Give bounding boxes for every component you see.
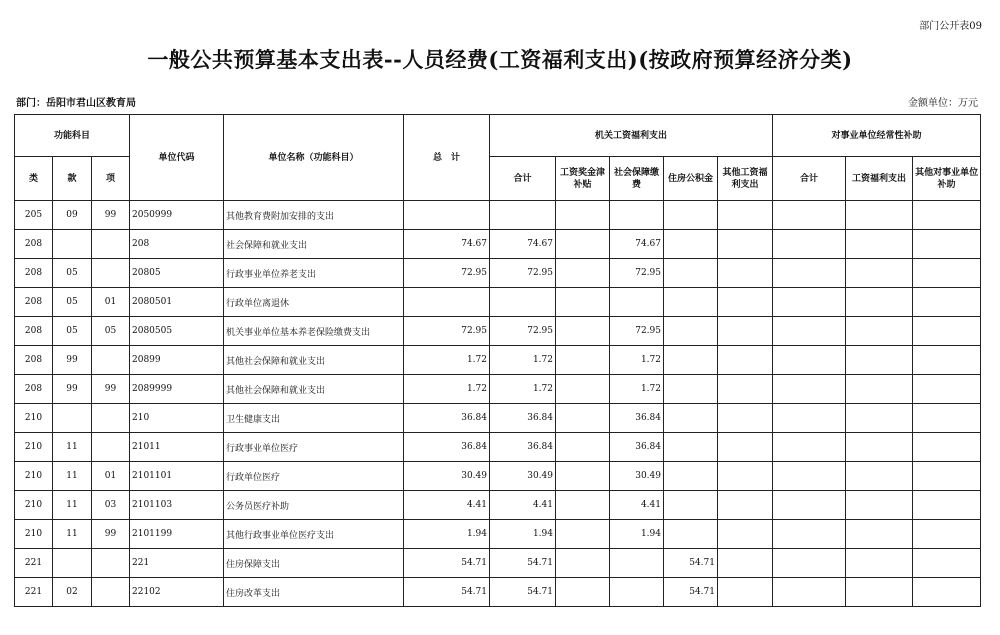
cell-agency-social bbox=[610, 549, 664, 578]
cell-agency-other bbox=[718, 288, 773, 317]
cell-agency-housing bbox=[664, 230, 718, 259]
cell-kuan: 02 bbox=[53, 578, 92, 607]
cell-unit-name: 其他教育费附加安排的支出 bbox=[224, 201, 404, 230]
cell-subsidy-salary bbox=[846, 433, 913, 462]
cell-subsidy-other bbox=[913, 433, 981, 462]
budget-table bbox=[14, 114, 981, 607]
cell-agency-total: 54.71 bbox=[490, 549, 556, 578]
cell-total: 72.95 bbox=[404, 317, 490, 346]
cell-subsidy-salary bbox=[846, 259, 913, 288]
cell-unit-name: 行政单位医疗 bbox=[224, 462, 404, 491]
cell-agency-social: 74.67 bbox=[610, 230, 664, 259]
cell-subsidy-total bbox=[773, 578, 846, 607]
cell-unit-code: 210 bbox=[130, 404, 224, 433]
cell-kuan: 05 bbox=[53, 288, 92, 317]
cell-unit-code: 2080501 bbox=[130, 288, 224, 317]
table-row bbox=[15, 259, 981, 288]
department-label: 部门：岳阳市君山区教育局 bbox=[16, 98, 136, 109]
cell-agency-social bbox=[610, 201, 664, 230]
cell-agency-housing bbox=[664, 520, 718, 549]
cell-unit-name: 其他社会保障和就业支出 bbox=[224, 346, 404, 375]
cell-agency-total: 1.72 bbox=[490, 346, 556, 375]
cell-xiang bbox=[92, 259, 130, 288]
form-number: 部门公开表09 bbox=[919, 21, 982, 32]
cell-lei: 208 bbox=[15, 375, 53, 404]
cell-total: 74.67 bbox=[404, 230, 490, 259]
cell-kuan: 11 bbox=[53, 462, 92, 491]
cell-kuan: 99 bbox=[53, 346, 92, 375]
cell-agency-salary bbox=[556, 375, 610, 404]
cell-subsidy-other bbox=[913, 404, 981, 433]
cell-kuan: 05 bbox=[53, 317, 92, 346]
cell-total: 54.71 bbox=[404, 549, 490, 578]
cell-subsidy-total bbox=[773, 288, 846, 317]
cell-kuan: 11 bbox=[53, 433, 92, 462]
cell-agency-other bbox=[718, 317, 773, 346]
cell-agency-social: 1.72 bbox=[610, 346, 664, 375]
header-lei: 类 bbox=[15, 157, 53, 201]
cell-lei: 210 bbox=[15, 462, 53, 491]
cell-agency-other bbox=[718, 491, 773, 520]
cell-subsidy-salary bbox=[846, 288, 913, 317]
header-unit-code: 单位代码 bbox=[130, 115, 224, 201]
table-row bbox=[15, 578, 981, 607]
cell-unit-code: 22102 bbox=[130, 578, 224, 607]
table-row bbox=[15, 520, 981, 549]
cell-subsidy-other bbox=[913, 317, 981, 346]
cell-agency-social: 30.49 bbox=[610, 462, 664, 491]
cell-agency-total: 4.41 bbox=[490, 491, 556, 520]
cell-subsidy-total bbox=[773, 520, 846, 549]
cell-agency-total: 36.84 bbox=[490, 433, 556, 462]
cell-unit-code: 20805 bbox=[130, 259, 224, 288]
cell-agency-salary bbox=[556, 433, 610, 462]
cell-total: 1.72 bbox=[404, 375, 490, 404]
cell-agency-salary bbox=[556, 462, 610, 491]
cell-subsidy-salary bbox=[846, 462, 913, 491]
cell-unit-name: 卫生健康支出 bbox=[224, 404, 404, 433]
table-row bbox=[15, 404, 981, 433]
cell-xiang: 01 bbox=[92, 288, 130, 317]
cell-kuan bbox=[53, 404, 92, 433]
cell-agency-total bbox=[490, 201, 556, 230]
header-agency-social: 社会保障缴费 bbox=[610, 157, 664, 201]
cell-unit-code: 2101103 bbox=[130, 491, 224, 520]
cell-subsidy-other bbox=[913, 230, 981, 259]
cell-agency-salary bbox=[556, 520, 610, 549]
cell-unit-name: 住房改革支出 bbox=[224, 578, 404, 607]
cell-unit-code: 2101101 bbox=[130, 462, 224, 491]
cell-lei: 208 bbox=[15, 288, 53, 317]
cell-kuan: 11 bbox=[53, 520, 92, 549]
cell-agency-social bbox=[610, 288, 664, 317]
cell-agency-total: 36.84 bbox=[490, 404, 556, 433]
cell-subsidy-total bbox=[773, 317, 846, 346]
cell-agency-total: 1.72 bbox=[490, 375, 556, 404]
cell-subsidy-salary bbox=[846, 491, 913, 520]
cell-xiang: 99 bbox=[92, 201, 130, 230]
cell-agency-other bbox=[718, 201, 773, 230]
cell-kuan: 99 bbox=[53, 375, 92, 404]
table-row bbox=[15, 346, 981, 375]
cell-agency-total: 74.67 bbox=[490, 230, 556, 259]
cell-lei: 208 bbox=[15, 259, 53, 288]
cell-agency-other bbox=[718, 375, 773, 404]
cell-lei: 205 bbox=[15, 201, 53, 230]
cell-agency-housing bbox=[664, 375, 718, 404]
cell-subsidy-other bbox=[913, 549, 981, 578]
header-subsidy-salary: 工资福利支出 bbox=[846, 157, 913, 201]
cell-unit-name: 行政单位离退休 bbox=[224, 288, 404, 317]
cell-unit-code: 20899 bbox=[130, 346, 224, 375]
cell-kuan: 05 bbox=[53, 259, 92, 288]
table-row bbox=[15, 230, 981, 259]
header-agency-total: 合计 bbox=[490, 157, 556, 201]
cell-agency-total bbox=[490, 288, 556, 317]
cell-agency-other bbox=[718, 549, 773, 578]
header-xiang: 项 bbox=[92, 157, 130, 201]
cell-agency-housing bbox=[664, 288, 718, 317]
cell-total: 1.72 bbox=[404, 346, 490, 375]
cell-agency-salary bbox=[556, 201, 610, 230]
cell-agency-salary bbox=[556, 288, 610, 317]
cell-agency-total: 72.95 bbox=[490, 259, 556, 288]
cell-unit-name: 行政事业单位养老支出 bbox=[224, 259, 404, 288]
cell-total: 36.84 bbox=[404, 433, 490, 462]
cell-xiang bbox=[92, 433, 130, 462]
cell-agency-salary bbox=[556, 259, 610, 288]
cell-total: 72.95 bbox=[404, 259, 490, 288]
cell-subsidy-total bbox=[773, 201, 846, 230]
cell-lei: 208 bbox=[15, 346, 53, 375]
cell-agency-social: 36.84 bbox=[610, 433, 664, 462]
cell-total: 36.84 bbox=[404, 404, 490, 433]
cell-agency-social: 1.94 bbox=[610, 520, 664, 549]
cell-total: 54.71 bbox=[404, 578, 490, 607]
cell-agency-social: 36.84 bbox=[610, 404, 664, 433]
cell-total: 30.49 bbox=[404, 462, 490, 491]
cell-subsidy-total bbox=[773, 259, 846, 288]
cell-unit-name: 公务员医疗补助 bbox=[224, 491, 404, 520]
cell-agency-other bbox=[718, 230, 773, 259]
cell-agency-social bbox=[610, 578, 664, 607]
cell-subsidy-other bbox=[913, 375, 981, 404]
cell-subsidy-other bbox=[913, 201, 981, 230]
cell-kuan bbox=[53, 230, 92, 259]
cell-agency-salary bbox=[556, 404, 610, 433]
cell-agency-housing bbox=[664, 259, 718, 288]
header-subsidy-total: 合计 bbox=[773, 157, 846, 201]
cell-agency-housing bbox=[664, 346, 718, 375]
cell-agency-housing: 54.71 bbox=[664, 578, 718, 607]
cell-xiang bbox=[92, 549, 130, 578]
cell-subsidy-salary bbox=[846, 549, 913, 578]
cell-xiang: 05 bbox=[92, 317, 130, 346]
cell-subsidy-other bbox=[913, 346, 981, 375]
cell-xiang: 01 bbox=[92, 462, 130, 491]
cell-subsidy-salary bbox=[846, 346, 913, 375]
cell-subsidy-total bbox=[773, 433, 846, 462]
cell-subsidy-total bbox=[773, 346, 846, 375]
cell-agency-total: 30.49 bbox=[490, 462, 556, 491]
cell-unit-name: 机关事业单位基本养老保险缴费支出 bbox=[224, 317, 404, 346]
cell-xiang bbox=[92, 404, 130, 433]
table-row bbox=[15, 288, 981, 317]
cell-agency-other bbox=[718, 578, 773, 607]
cell-agency-social: 72.95 bbox=[610, 259, 664, 288]
cell-unit-name: 行政事业单位医疗 bbox=[224, 433, 404, 462]
cell-lei: 210 bbox=[15, 520, 53, 549]
cell-subsidy-total bbox=[773, 404, 846, 433]
cell-agency-other bbox=[718, 462, 773, 491]
cell-subsidy-salary bbox=[846, 230, 913, 259]
cell-lei: 210 bbox=[15, 491, 53, 520]
cell-agency-social: 72.95 bbox=[610, 317, 664, 346]
header-agency-salary: 工资奖金津补贴 bbox=[556, 157, 610, 201]
cell-agency-total: 1.94 bbox=[490, 520, 556, 549]
cell-subsidy-other bbox=[913, 491, 981, 520]
cell-subsidy-total bbox=[773, 462, 846, 491]
cell-agency-salary bbox=[556, 491, 610, 520]
header-agency-other: 其他工资福利支出 bbox=[718, 157, 773, 201]
cell-subsidy-salary bbox=[846, 578, 913, 607]
table-row bbox=[15, 317, 981, 346]
cell-unit-code: 21011 bbox=[130, 433, 224, 462]
cell-subsidy-salary bbox=[846, 520, 913, 549]
header-agency-salary-group: 机关工资福利支出 bbox=[490, 115, 773, 157]
cell-agency-housing bbox=[664, 317, 718, 346]
cell-unit-name: 其他社会保障和就业支出 bbox=[224, 375, 404, 404]
header-agency-housing: 住房公积金 bbox=[664, 157, 718, 201]
cell-xiang: 99 bbox=[92, 520, 130, 549]
cell-agency-other bbox=[718, 433, 773, 462]
cell-subsidy-salary bbox=[846, 317, 913, 346]
cell-xiang bbox=[92, 578, 130, 607]
cell-agency-salary bbox=[556, 230, 610, 259]
cell-subsidy-salary bbox=[846, 201, 913, 230]
header-subsidy-other: 其他对事业单位补助 bbox=[913, 157, 981, 201]
cell-unit-name: 社会保障和就业支出 bbox=[224, 230, 404, 259]
cell-unit-code: 2050999 bbox=[130, 201, 224, 230]
cell-unit-code: 2101199 bbox=[130, 520, 224, 549]
table-row bbox=[15, 433, 981, 462]
cell-kuan bbox=[53, 549, 92, 578]
cell-kuan: 09 bbox=[53, 201, 92, 230]
cell-total: 4.41 bbox=[404, 491, 490, 520]
cell-subsidy-other bbox=[913, 520, 981, 549]
table-row bbox=[15, 201, 981, 230]
header-unit-name: 单位名称（功能科目） bbox=[224, 115, 404, 201]
cell-agency-total: 72.95 bbox=[490, 317, 556, 346]
cell-unit-code: 2089999 bbox=[130, 375, 224, 404]
cell-lei: 221 bbox=[15, 549, 53, 578]
table-row bbox=[15, 462, 981, 491]
header-total: 总 计 bbox=[404, 115, 490, 201]
cell-agency-total: 54.71 bbox=[490, 578, 556, 607]
cell-agency-social: 4.41 bbox=[610, 491, 664, 520]
cell-lei: 208 bbox=[15, 230, 53, 259]
cell-agency-other bbox=[718, 520, 773, 549]
cell-lei: 210 bbox=[15, 404, 53, 433]
table-row bbox=[15, 491, 981, 520]
cell-subsidy-other bbox=[913, 288, 981, 317]
header-institution-subsidy-group: 对事业单位经常性补助 bbox=[773, 115, 981, 157]
cell-unit-name: 其他行政事业单位医疗支出 bbox=[224, 520, 404, 549]
cell-total bbox=[404, 201, 490, 230]
cell-unit-name: 住房保障支出 bbox=[224, 549, 404, 578]
cell-lei: 208 bbox=[15, 317, 53, 346]
cell-lei: 221 bbox=[15, 578, 53, 607]
cell-subsidy-other bbox=[913, 259, 981, 288]
table-row bbox=[15, 549, 981, 578]
cell-agency-salary bbox=[556, 317, 610, 346]
cell-subsidy-total bbox=[773, 230, 846, 259]
cell-xiang bbox=[92, 346, 130, 375]
cell-agency-salary bbox=[556, 549, 610, 578]
cell-unit-code: 221 bbox=[130, 549, 224, 578]
cell-agency-salary bbox=[556, 578, 610, 607]
cell-agency-social: 1.72 bbox=[610, 375, 664, 404]
cell-agency-housing bbox=[664, 491, 718, 520]
cell-agency-other bbox=[718, 259, 773, 288]
cell-agency-other bbox=[718, 404, 773, 433]
cell-agency-housing bbox=[664, 462, 718, 491]
cell-unit-code: 208 bbox=[130, 230, 224, 259]
cell-subsidy-salary bbox=[846, 404, 913, 433]
cell-xiang: 03 bbox=[92, 491, 130, 520]
cell-lei: 210 bbox=[15, 433, 53, 462]
cell-agency-housing bbox=[664, 404, 718, 433]
page-title: 一般公共预算基本支出表--人员经费(工资福利支出)(按政府预算经济分类) bbox=[147, 47, 853, 72]
header-row-1 bbox=[15, 115, 981, 157]
cell-kuan: 11 bbox=[53, 491, 92, 520]
cell-agency-housing bbox=[664, 433, 718, 462]
cell-total bbox=[404, 288, 490, 317]
cell-subsidy-other bbox=[913, 462, 981, 491]
cell-xiang: 99 bbox=[92, 375, 130, 404]
cell-subsidy-other bbox=[913, 578, 981, 607]
amount-unit-label: 金额单位：万元 bbox=[908, 98, 978, 109]
cell-xiang bbox=[92, 230, 130, 259]
cell-agency-housing bbox=[664, 201, 718, 230]
cell-subsidy-total bbox=[773, 375, 846, 404]
table-row bbox=[15, 375, 981, 404]
cell-subsidy-total bbox=[773, 549, 846, 578]
cell-total: 1.94 bbox=[404, 520, 490, 549]
header-function-subject: 功能科目 bbox=[15, 115, 130, 157]
cell-subsidy-salary bbox=[846, 375, 913, 404]
cell-agency-other bbox=[718, 346, 773, 375]
cell-agency-salary bbox=[556, 346, 610, 375]
cell-agency-housing: 54.71 bbox=[664, 549, 718, 578]
header-kuan: 款 bbox=[53, 157, 92, 201]
cell-subsidy-total bbox=[773, 491, 846, 520]
cell-unit-code: 2080505 bbox=[130, 317, 224, 346]
